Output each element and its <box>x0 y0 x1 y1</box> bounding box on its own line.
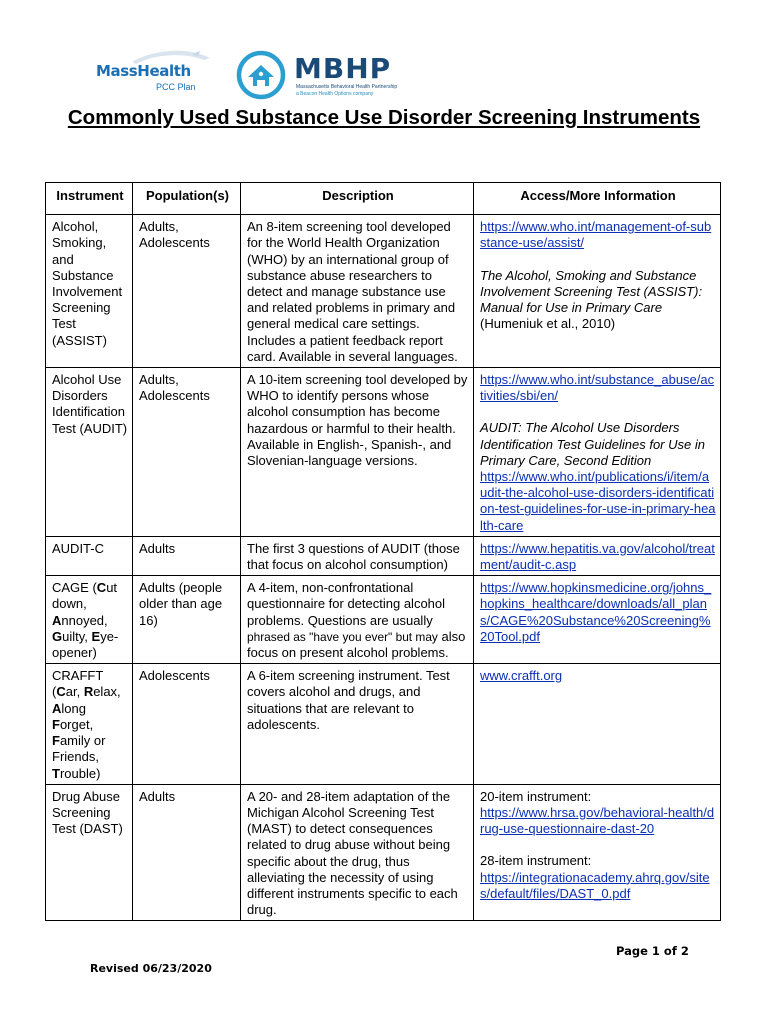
column-header-description: Description <box>241 183 474 215</box>
table-row <box>46 215 721 368</box>
assist-manual-title: The Alcohol, Smoking and Substance Involvement Screening Test (ASSIST): Manual for Use in Primary Care <box>480 267 703 316</box>
population-cell: Adults, Adolescents <box>133 368 241 537</box>
masshealth-logo <box>92 48 222 96</box>
audit-c-link[interactable]: https://www.hepatitis.va.gov/alcohol/treatment/audit-c.asp <box>480 540 715 573</box>
instrument-cell: Alcohol, Smoking, and Substance Involvement Screening Test (ASSIST) <box>46 215 133 368</box>
description-cell: The first 3 questions of AUDIT (those that focus on alcohol consumption) <box>241 536 474 575</box>
dast-28-label: 28-item instrument: <box>480 853 592 869</box>
masshealth-logo-subtext: PCC Plan <box>156 82 196 92</box>
mbhp-logo-tagline: a Beacon Health Options company <box>296 91 374 97</box>
mbhp-logo-text: MBHP <box>294 52 392 85</box>
column-header-access: Access/More Information <box>474 183 721 215</box>
table-header-row <box>46 183 721 215</box>
description-cell: A 10-item screening tool developed by WHO to identify persons whose alcohol consumption has become hazardous or harmful to their health. Available in English-, Spanish-, and Slovenian-language versions. <box>241 368 474 537</box>
audit-guidelines-link[interactable]: https://www.who.int/publications/i/item/audit-the-alcohol-use-disorders-identification-test-guidelines-for-use-in-primary-health-care <box>480 469 716 533</box>
assist-citation: (Humeniuk et al., 2010) <box>480 316 616 332</box>
table-row <box>46 664 721 784</box>
dast-20-label: 20-item instrument: <box>480 788 592 804</box>
table-row <box>46 368 721 537</box>
access-cell <box>474 368 721 537</box>
dast-28-link[interactable]: https://integrationacademy.ahrq.gov/sites/default/files/DAST_0.pdf <box>480 869 710 901</box>
mbhp-logo-subtext: Massachusetts Behavioral Health Partnership <box>296 84 398 90</box>
mbhp-logo <box>234 44 494 104</box>
description-cell: An 8-item screening tool developed for the World Health Organization (WHO) by an international group of substance abuse researchers to detect and manage substance use and related problems in primary and general medical care settings. Includes a patient feedback report card. Available in several languages. <box>241 215 474 368</box>
table-row <box>46 536 721 575</box>
dast-20-link[interactable]: https://www.hrsa.gov/behavioral-health/drug-use-questionnaire-dast-20 <box>480 804 715 837</box>
page-title: Commonly Used Substance Use Disorder Screening Instruments <box>67 106 701 129</box>
population-cell: Adults, Adolescents <box>133 215 241 368</box>
audit-link[interactable]: https://www.who.int/substance_abuse/activities/sbi/en/ <box>480 372 715 404</box>
instrument-cell: CRAFFT (Car, Relax, Along Forget, Family or Friends, Trouble) <box>46 664 133 784</box>
table-row <box>46 576 721 664</box>
population-cell: Adults <box>133 784 241 921</box>
audit-guidelines-title: AUDIT: The Alcohol Use Disorders Identification Test Guidelines for Use in Primary Care, Second Edition <box>480 420 705 468</box>
access-cell <box>474 536 721 575</box>
instrument-cell: AUDIT-C <box>46 536 133 575</box>
masshealth-logo-text: MassHealth <box>96 62 191 80</box>
screening-instruments-table <box>45 182 721 921</box>
description-cell: A 20- and 28-item adaptation of the Michigan Alcohol Screening Test (MAST) to detect consequences related to drug abuse without being specific about the drug, thus alleviating the necessity of using different instruments specific to each drug. <box>241 784 474 921</box>
cage-link[interactable]: https://www.hopkinsmedicine.org/johns_hopkins_healthcare/downloads/all_plans/CAGE%20Substance%20Screening%20Tool.pdf <box>480 580 712 644</box>
access-cell <box>474 576 721 664</box>
column-header-instrument: Instrument <box>46 183 133 215</box>
access-cell <box>474 784 721 921</box>
access-cell <box>474 664 721 784</box>
access-cell <box>474 215 721 368</box>
assist-link[interactable]: https://www.who.int/management-of-substance-use/assist/ <box>480 219 712 251</box>
instrument-cell: Alcohol Use Disorders Identification Test (AUDIT) <box>46 368 133 537</box>
population-cell: Adolescents <box>133 664 241 784</box>
description-cell: A 4-item, non-confrontational questionnaire for detecting alcohol problems. Questions are usually phrased as "have you ever" but may also focus on present alcohol problems. <box>241 576 474 664</box>
table-row <box>46 784 721 921</box>
description-cell: A 6-item screening instrument. Test covers alcohol and drugs, and situations that are relevant to adolescents. <box>241 664 474 784</box>
population-cell: Adults <box>133 536 241 575</box>
revised-date: Revised 06/23/2020 <box>90 962 212 975</box>
column-header-populations: Population(s) <box>133 183 241 215</box>
mbhp-emblem-icon <box>234 50 288 100</box>
crafft-link[interactable]: www.crafft.org <box>480 668 563 684</box>
instrument-cell: Drug Abuse Screening Test (DAST) <box>46 784 133 921</box>
instrument-cell: CAGE (Cut down, Annoyed, Guilty, Eye-opener) <box>46 576 133 664</box>
header-logos <box>92 44 512 104</box>
page-number: Page 1 of 2 <box>616 944 689 958</box>
population-cell: Adults (people older than age 16) <box>133 576 241 664</box>
